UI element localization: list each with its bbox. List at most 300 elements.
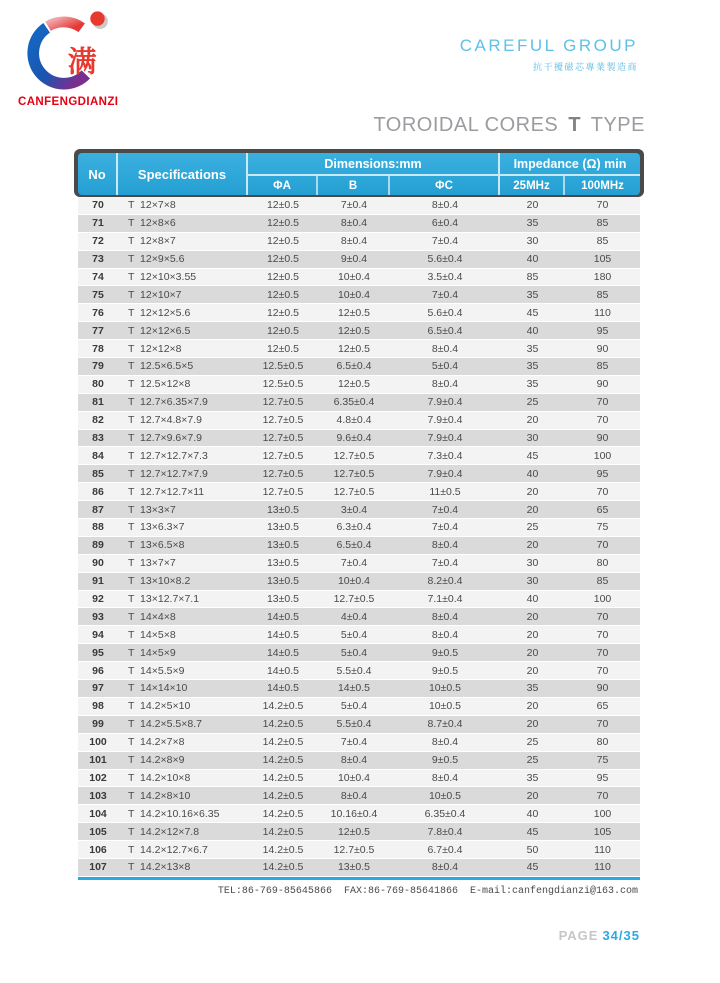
cell-specification: T 14.2×12×7.8	[128, 825, 200, 838]
table-row	[78, 286, 640, 304]
table-row	[78, 251, 640, 269]
cell-25mhz: 30	[526, 575, 539, 588]
cell-phi-c: 8±0.4	[431, 342, 459, 355]
cell-no: 77	[92, 324, 104, 337]
cell-specification: T 14.2×8×9	[128, 754, 185, 767]
cell-specification: T 14.2×8×10	[128, 789, 191, 802]
cell-b: 5.5±0.4	[336, 718, 372, 731]
cell-phi-c: 11±0.5	[429, 485, 461, 498]
cell-specification: T 12×8×6	[128, 217, 176, 230]
cell-100mhz: 70	[596, 539, 609, 552]
cell-specification: T 14.2×10×8	[128, 771, 191, 784]
cell-no: 91	[92, 575, 104, 588]
cell-25mhz: 50	[526, 843, 539, 856]
cell-100mhz: 90	[596, 342, 609, 355]
cell-specification: T 12×12×8	[128, 342, 182, 355]
cell-b: 10±0.4	[337, 288, 371, 301]
cell-100mhz: 80	[596, 557, 609, 570]
cell-25mhz: 25	[526, 754, 539, 767]
col-header-b: B	[318, 176, 390, 195]
cell-phi-c: 9±0.5	[431, 646, 459, 659]
cell-100mhz: 90	[596, 432, 609, 445]
page-indicator-number: 34/35	[602, 928, 640, 943]
cell-100mhz: 110	[594, 861, 611, 874]
cell-phi-c: 7.9±0.4	[427, 467, 463, 480]
cell-no: 94	[92, 628, 104, 641]
col-header-100mhz: 100MHz	[581, 179, 624, 192]
cell-phi-c: 8.2±0.4	[427, 575, 463, 588]
spec-table	[78, 149, 640, 880]
cell-phi-a: 14.2±0.5	[262, 736, 304, 749]
cell-100mhz: 75	[596, 754, 609, 767]
cell-no: 74	[92, 271, 104, 283]
cell-specification: T 13×6.5×8	[128, 539, 185, 552]
cell-no: 90	[92, 557, 104, 570]
table-row	[78, 644, 640, 662]
cell-no: 82	[92, 414, 104, 427]
cell-phi-a: 14.2±0.5	[262, 825, 304, 838]
table-row	[78, 555, 640, 573]
cell-phi-c: 8±0.4	[431, 610, 459, 623]
cell-phi-a: 13±0.5	[266, 575, 300, 588]
cell-no: 86	[92, 485, 104, 498]
brand-block	[18, 6, 128, 108]
table-row	[78, 197, 640, 215]
cell-b: 12±0.5	[337, 378, 371, 391]
cell-specification: T 12×10×3.55	[128, 271, 197, 283]
page-indicator	[559, 928, 640, 943]
cell-phi-a: 14±0.5	[266, 664, 300, 677]
cell-100mhz: 75	[596, 521, 609, 534]
table-row	[78, 734, 640, 752]
cell-25mhz: 20	[526, 414, 539, 427]
cell-25mhz: 45	[526, 449, 539, 462]
cell-25mhz: 30	[526, 432, 539, 445]
cell-no: 81	[92, 396, 104, 409]
cell-specification: T 14×14×10	[128, 682, 188, 695]
cell-100mhz: 80	[596, 736, 609, 749]
cell-b: 13±0.5	[337, 861, 371, 874]
cell-phi-c: 10±0.5	[428, 700, 462, 713]
cell-no: 101	[89, 754, 107, 767]
cell-phi-a: 12.7±0.5	[262, 432, 304, 445]
cell-phi-a: 12.5±0.5	[262, 360, 304, 373]
cell-specification: T 14.2×13×8	[128, 861, 191, 874]
table-row	[78, 501, 640, 519]
page-title	[373, 114, 645, 137]
cell-phi-c: 6.7±0.4	[427, 843, 463, 856]
cell-25mhz: 20	[526, 700, 539, 713]
cell-specification: T 14×4×8	[128, 610, 176, 623]
cell-b: 5±0.4	[340, 700, 368, 713]
cell-25mhz: 20	[526, 789, 539, 802]
cell-phi-c: 7.1±0.4	[427, 593, 463, 606]
table-row	[78, 447, 640, 465]
cell-phi-c: 6±0.4	[431, 217, 459, 230]
table-row	[78, 716, 640, 734]
cell-phi-a: 14±0.5	[266, 646, 300, 659]
table-row	[78, 269, 640, 287]
table-row	[78, 698, 640, 716]
cell-25mhz: 20	[526, 610, 539, 623]
col-header-25mhz: 25MHz	[500, 176, 565, 195]
cell-no: 99	[92, 718, 104, 731]
cell-b: 6.35±0.4	[333, 396, 375, 409]
cell-100mhz: 90	[596, 682, 609, 695]
cell-phi-a: 14.2±0.5	[262, 861, 304, 874]
cell-no: 78	[92, 342, 104, 355]
cell-phi-a: 12.7±0.5	[262, 449, 304, 462]
cell-25mhz: 30	[526, 235, 539, 248]
cell-specification: T 14.2×7×8	[128, 736, 185, 749]
cell-phi-c: 8.7±0.4	[427, 718, 463, 731]
cell-b: 10±0.4	[337, 771, 371, 784]
cell-b: 5.5±0.4	[336, 664, 372, 677]
cell-no: 73	[92, 253, 104, 266]
cell-b: 4.8±0.4	[336, 414, 372, 427]
cell-phi-a: 13±0.5	[266, 503, 300, 516]
cell-100mhz: 100	[593, 807, 612, 820]
cell-no: 80	[92, 378, 104, 391]
table-header-frame	[74, 149, 644, 197]
cell-25mhz: 20	[526, 199, 539, 212]
cell-phi-a: 12±0.5	[266, 217, 300, 230]
cell-b: 10±0.4	[337, 575, 371, 588]
cell-phi-c: 9±0.5	[431, 754, 459, 767]
cell-phi-a: 12±0.5	[266, 271, 300, 283]
table-bottom-accent-line	[78, 877, 640, 880]
cell-100mhz: 110	[594, 843, 611, 856]
cell-b: 5±0.4	[340, 628, 368, 641]
cell-100mhz: 95	[596, 324, 609, 337]
table-header	[78, 153, 640, 195]
col-header-phi-a: ΦA	[248, 176, 318, 195]
cell-phi-a: 12.7±0.5	[262, 485, 304, 498]
cell-b: 10±0.4	[337, 271, 371, 283]
cell-100mhz: 180	[593, 271, 612, 283]
cell-no: 92	[92, 593, 104, 606]
cell-specification: T 12.5×6.5×5	[128, 360, 194, 373]
cell-phi-a: 12±0.5	[266, 253, 300, 266]
cell-no: 84	[92, 449, 104, 462]
cell-specification: T 14×5×9	[128, 646, 176, 659]
cell-b: 12±0.5	[337, 342, 371, 355]
cell-phi-c: 7±0.4	[431, 288, 459, 301]
col-header-phi-c: ΦC	[390, 176, 500, 195]
cell-no: 96	[92, 664, 104, 677]
cell-b: 6.5±0.4	[336, 539, 372, 552]
cell-no: 98	[92, 700, 104, 713]
table-row	[78, 465, 640, 483]
cell-no: 107	[89, 861, 107, 874]
table-row	[78, 340, 640, 358]
cell-phi-a: 14.2±0.5	[262, 843, 304, 856]
cell-100mhz: 105	[593, 253, 612, 266]
group-tagline: 抗干擾磁芯專業製造商	[532, 62, 638, 72]
cell-phi-a: 13±0.5	[266, 521, 300, 534]
cell-25mhz: 45	[526, 861, 539, 874]
cell-25mhz: 40	[526, 324, 539, 337]
cell-phi-a: 12±0.5	[266, 235, 300, 248]
logo-character: 满	[67, 46, 97, 79]
cell-25mhz: 40	[526, 467, 539, 480]
cell-100mhz: 110	[594, 306, 611, 319]
cell-specification: T 12.7×9.6×7.9	[128, 432, 202, 445]
cell-100mhz: 70	[596, 396, 609, 409]
cell-25mhz: 20	[526, 485, 539, 498]
cell-specification: T 14.2×5.5×8.7	[128, 718, 202, 731]
cell-no: 102	[89, 771, 107, 784]
cell-100mhz: 65	[596, 503, 609, 516]
cell-specification: T 12×10×7	[128, 288, 182, 301]
page-title-type-letter: T	[568, 114, 582, 136]
table-row	[78, 841, 640, 859]
cell-25mhz: 45	[526, 306, 539, 319]
table-row	[78, 680, 640, 698]
table-row	[78, 519, 640, 537]
cell-phi-a: 12±0.5	[266, 342, 300, 355]
table-row	[78, 412, 640, 430]
cell-25mhz: 40	[526, 807, 539, 820]
cell-100mhz: 100	[593, 593, 612, 606]
cell-b: 5±0.4	[340, 646, 368, 659]
cell-no: 106	[89, 843, 107, 856]
cell-100mhz: 90	[596, 378, 609, 391]
cell-phi-a: 14.2±0.5	[262, 718, 304, 731]
group-name: CAREFUL GROUP	[459, 36, 638, 55]
cell-phi-c: 5.6±0.4	[427, 306, 463, 319]
cell-no: 100	[89, 736, 107, 749]
cell-100mhz: 100	[593, 449, 612, 462]
cell-specification: T 12.7×12.7×11	[128, 485, 205, 498]
cell-b: 8±0.4	[340, 754, 368, 767]
table-row	[78, 805, 640, 823]
cell-specification: T 12.5×12×8	[128, 378, 191, 391]
cell-25mhz: 40	[526, 253, 539, 266]
cell-25mhz: 20	[526, 539, 539, 552]
cell-phi-c: 7±0.4	[431, 521, 459, 534]
cell-25mhz: 20	[526, 628, 539, 641]
cell-phi-c: 7.3±0.4	[427, 449, 463, 462]
cell-specification: T 12.7×12.7×7.3	[128, 449, 208, 462]
page-indicator-label: PAGE	[558, 928, 599, 943]
cell-25mhz: 25	[526, 521, 539, 534]
cell-25mhz: 35	[526, 217, 539, 230]
cell-specification: T 12×12×6.5	[128, 324, 191, 337]
cell-specification: T 14×5×8	[128, 628, 176, 641]
cell-specification: T 13×10×8.2	[128, 575, 191, 588]
cell-25mhz: 20	[526, 718, 539, 731]
cell-b: 12±0.5	[337, 825, 371, 838]
cell-phi-a: 12.7±0.5	[262, 396, 304, 409]
cell-phi-c: 7.9±0.4	[427, 432, 463, 445]
cell-100mhz: 70	[596, 414, 609, 427]
cell-phi-c: 8±0.4	[431, 771, 459, 784]
cell-100mhz: 105	[593, 825, 612, 838]
table-row	[78, 626, 640, 644]
col-group-dimensions: Dimensions:mm	[248, 153, 500, 176]
table-row	[78, 537, 640, 555]
cell-phi-a: 13±0.5	[266, 593, 300, 606]
cell-25mhz: 35	[526, 771, 539, 784]
cell-100mhz: 85	[596, 288, 609, 301]
cell-b: 8±0.4	[340, 217, 368, 230]
cell-b: 14±0.5	[337, 682, 371, 695]
cell-phi-c: 9±0.5	[431, 664, 459, 677]
cell-100mhz: 70	[596, 485, 609, 498]
cell-phi-a: 13±0.5	[266, 539, 300, 552]
cell-phi-a: 14±0.5	[266, 610, 300, 623]
table-row	[78, 662, 640, 680]
cell-phi-a: 13±0.5	[266, 557, 300, 570]
table-row	[78, 304, 640, 322]
cell-25mhz: 35	[526, 288, 539, 301]
cell-no: 105	[89, 825, 107, 838]
cell-specification: T 13×12.7×7.1	[128, 593, 200, 606]
cell-phi-c: 7.9±0.4	[427, 396, 463, 409]
table-row	[78, 591, 640, 609]
cell-b: 7±0.4	[340, 199, 368, 212]
cell-100mhz: 95	[596, 467, 609, 480]
cell-specification: T 14.2×12.7×6.7	[128, 843, 208, 856]
cell-phi-c: 10±0.5	[428, 682, 462, 695]
cell-25mhz: 85	[526, 271, 539, 283]
cell-no: 95	[92, 646, 104, 659]
table-row	[78, 358, 640, 376]
cell-specification: T 13×7×7	[128, 557, 176, 570]
cell-no: 76	[92, 306, 104, 319]
cell-100mhz: 85	[596, 235, 609, 248]
cell-no: 104	[89, 807, 107, 820]
cell-100mhz: 85	[596, 360, 609, 373]
cell-phi-c: 6.35±0.4	[424, 807, 466, 820]
table-row	[78, 430, 640, 448]
logo-crescent-red	[48, 22, 82, 28]
cell-100mhz: 70	[596, 789, 609, 802]
cell-specification: T 13×3×7	[128, 503, 176, 516]
cell-25mhz: 20	[526, 664, 539, 677]
cell-specification: T 13×6.3×7	[128, 521, 185, 534]
cell-specification: T 12×7×8	[128, 199, 176, 212]
cell-no: 79	[92, 360, 104, 373]
cell-specification: T 12.7×12.7×7.9	[128, 467, 208, 480]
cell-25mhz: 35	[526, 682, 539, 695]
cell-b: 12.7±0.5	[333, 843, 375, 856]
cell-b: 12±0.5	[337, 306, 371, 319]
col-group-impedance: Impedance (Ω) min	[500, 153, 640, 176]
cell-phi-c: 7±0.4	[431, 235, 459, 248]
cell-100mhz: 70	[596, 664, 609, 677]
cell-25mhz: 45	[526, 825, 539, 838]
table-row	[78, 573, 640, 591]
group-block	[460, 36, 638, 73]
cell-specification: T 12.7×6.35×7.9	[128, 396, 208, 409]
col-header-specifications: Specifications	[118, 153, 248, 195]
cell-no: 88	[92, 521, 104, 534]
table-row	[78, 752, 640, 770]
cell-phi-c: 3.5±0.4	[427, 271, 463, 283]
cell-phi-a: 14±0.5	[266, 628, 300, 641]
cell-specification: T 14×5.5×9	[128, 664, 185, 677]
cell-specification: T 14.2×10.16×6.35	[128, 807, 220, 820]
cell-phi-c: 8±0.4	[431, 628, 459, 641]
company-name: CANFENGDIANZI	[18, 96, 119, 108]
cell-b: 7±0.4	[340, 557, 368, 570]
cell-phi-a: 12.7±0.5	[262, 414, 304, 427]
cell-100mhz: 65	[596, 700, 609, 713]
cell-phi-a: 14.2±0.5	[262, 700, 304, 713]
cell-phi-a: 12±0.5	[266, 306, 300, 319]
cell-no: 72	[92, 235, 104, 248]
cell-25mhz: 20	[526, 503, 539, 516]
cell-no: 83	[92, 432, 104, 445]
cell-100mhz: 70	[596, 646, 609, 659]
col-header-no: No	[78, 153, 118, 195]
cell-phi-a: 12±0.5	[266, 288, 300, 301]
cell-b: 8±0.4	[340, 235, 368, 248]
table-row	[78, 394, 640, 412]
cell-phi-c: 5±0.4	[431, 360, 459, 373]
cell-no: 70	[92, 199, 104, 212]
cell-b: 3±0.4	[340, 503, 368, 516]
cell-no: 89	[92, 539, 104, 552]
cell-no: 75	[92, 288, 104, 301]
cell-100mhz: 85	[596, 217, 609, 230]
table-row	[78, 770, 640, 788]
cell-phi-c: 8±0.4	[431, 539, 459, 552]
cell-phi-a: 14.2±0.5	[262, 789, 304, 802]
cell-specification: T 12×12×5.6	[128, 306, 191, 319]
page-title-suffix: TYPE	[590, 114, 645, 136]
cell-phi-c: 6.5±0.4	[427, 324, 463, 337]
table-row	[78, 322, 640, 340]
cell-100mhz: 70	[596, 199, 609, 212]
cell-specification: T 12×8×7	[128, 235, 176, 248]
table-row	[78, 608, 640, 626]
cell-phi-c: 8±0.4	[431, 378, 459, 391]
table-row	[78, 483, 640, 501]
cell-no: 93	[92, 610, 104, 623]
cell-phi-c: 10±0.5	[428, 789, 462, 802]
cell-100mhz: 70	[596, 610, 609, 623]
company-logo-icon	[18, 6, 114, 96]
cell-phi-c: 7±0.4	[431, 557, 459, 570]
cell-b: 12±0.5	[337, 324, 371, 337]
cell-b: 6.3±0.4	[336, 521, 372, 534]
cell-specification: T 14.2×5×10	[128, 700, 191, 713]
table-row	[78, 823, 640, 841]
cell-phi-c: 8±0.4	[431, 861, 459, 874]
cell-b: 4±0.4	[340, 610, 368, 623]
cell-25mhz: 30	[526, 557, 539, 570]
cell-no: 85	[92, 467, 104, 480]
cell-phi-c: 5.6±0.4	[427, 253, 463, 266]
cell-25mhz: 35	[526, 378, 539, 391]
cell-phi-a: 14.2±0.5	[262, 807, 304, 820]
table-row	[78, 787, 640, 805]
cell-phi-a: 14.2±0.5	[262, 754, 304, 767]
cell-b: 10.16±0.4	[330, 807, 378, 820]
cell-b: 9.6±0.4	[336, 432, 372, 445]
cell-phi-a: 14±0.5	[266, 682, 300, 695]
cell-phi-c: 8±0.4	[431, 199, 459, 212]
cell-25mhz: 35	[526, 342, 539, 355]
cell-100mhz: 70	[596, 628, 609, 641]
cell-25mhz: 25	[526, 396, 539, 409]
cell-phi-c: 8±0.4	[431, 736, 459, 749]
cell-25mhz: 20	[526, 646, 539, 659]
table-row	[78, 233, 640, 251]
